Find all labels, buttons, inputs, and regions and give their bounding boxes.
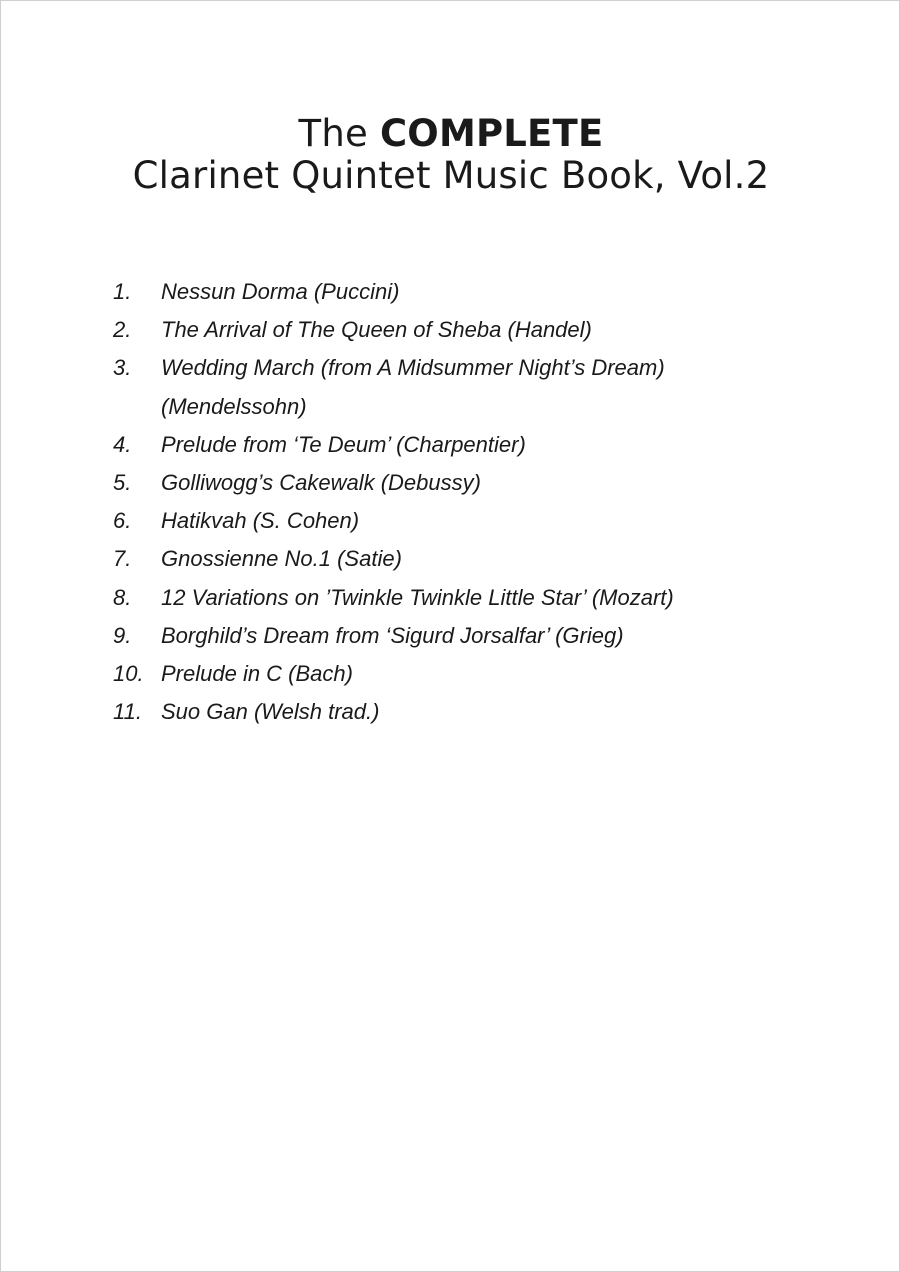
toc-item-title: 12 Variations on ’Twinkle Twinkle Little Star’ (Mozart) [161,584,674,610]
toc-item-title: Nessun Dorma (Puccini) [161,279,400,304]
toc-item [113,579,813,617]
toc-item [113,655,813,693]
toc-item-title: Gnossienne No.1 (Satie) [161,546,402,572]
toc-item-number: 2. [113,317,132,343]
toc-item-title: The Arrival of The Queen of Sheba (Handel) [161,317,592,343]
toc-item [113,311,813,349]
toc-item [113,273,813,311]
toc-item [113,388,813,426]
toc-item-title: (Mendelssohn) [161,393,307,419]
title-subtitle: Clarinet Quintet Music Book, Vol.2 [132,154,770,197]
toc-item-number: 10. [113,661,144,687]
toc-item-number: 5. [113,470,132,496]
toc-item-title: Prelude from ‘Te Deum’ (Charpentier) [161,431,526,457]
toc-item-number: 7. [113,546,132,572]
toc-item-title: Hatikvah (S. Cohen) [161,508,360,534]
toc-item [113,617,813,655]
toc-item [113,464,813,502]
toc-item-number: 11. [113,699,142,725]
toc-item-title: Suo Gan (Welsh trad.) [161,699,380,725]
toc-item [113,502,813,540]
title-emphasis: COMPLETE [379,112,604,155]
title-prefix: The [298,112,368,155]
toc-item-number: 6. [113,508,132,534]
toc-item-number: 8. [113,584,132,610]
table-of-contents [113,273,813,731]
toc-item [113,349,813,387]
toc-item [113,426,813,464]
toc-item [113,540,813,578]
toc-item-title: Golliwogg’s Cakewalk (Debussy) [161,470,481,496]
toc-item-number: 1. [113,279,132,304]
toc-item [113,693,813,731]
toc-item-title: Borghild’s Dream from ‘Sigurd Jorsalfar’ (Grieg) [161,622,624,648]
toc-item-number: 9. [113,622,132,648]
title-line-1 [1,113,900,155]
toc-item-title: Prelude in C (Bach) [161,661,353,687]
toc-item-title: Wedding March (from A Midsummer Night’s Dream) [161,355,665,381]
toc-item-number: 3. [113,355,132,381]
book-title [1,113,900,197]
toc-item-number: 4. [113,431,132,457]
toc-item-number [113,388,161,426]
